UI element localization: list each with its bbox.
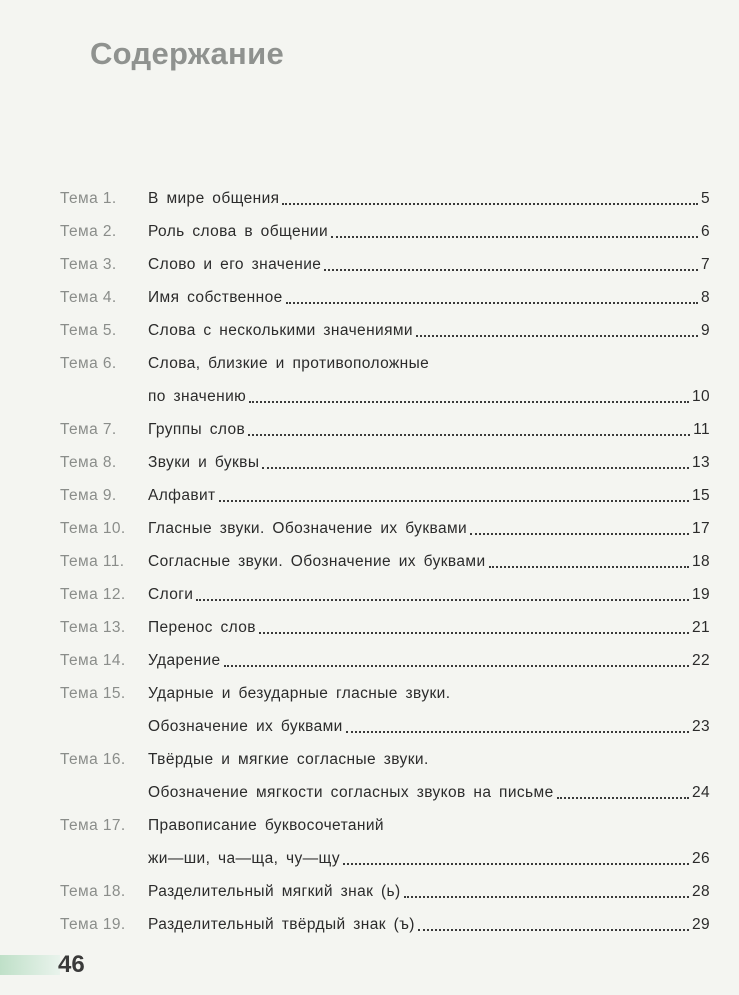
toc-line	[60, 248, 710, 281]
topic-number: 10.	[102, 520, 126, 537]
toc-line	[60, 743, 710, 776]
topic-title: Твёрдые и мягкие согласные звуки.	[148, 751, 429, 768]
toc-line	[60, 875, 710, 908]
toc-entry	[60, 875, 710, 908]
topic-word: Тема	[60, 586, 99, 603]
topic-title: Слово и его значение	[148, 256, 322, 273]
dot-leader	[219, 500, 689, 502]
dot-leader	[331, 236, 698, 238]
topic-word: Тема	[60, 817, 99, 834]
toc-entry	[60, 809, 710, 875]
page-ref: 10	[691, 388, 710, 405]
dot-leader	[346, 731, 689, 733]
toc-line	[60, 512, 710, 545]
topic-title: Роль слова в общении	[148, 223, 329, 240]
topic-title: Алфавит	[148, 487, 216, 504]
toc-entry	[60, 578, 710, 611]
topic-label	[60, 215, 148, 248]
page-ref: 21	[691, 619, 710, 636]
topic-label	[60, 908, 148, 941]
page-ref: 5	[700, 190, 710, 207]
topic-label	[60, 446, 148, 479]
dot-leader	[196, 599, 689, 601]
topic-word: Тема	[60, 256, 99, 273]
toc-line	[60, 710, 710, 743]
toc-entry	[60, 347, 710, 413]
toc-entry	[60, 677, 710, 743]
page-title: Содержание	[90, 36, 284, 71]
dot-leader	[259, 632, 689, 634]
topic-title: Разделительный твёрдый знак (ъ)	[148, 916, 415, 933]
toc-line	[60, 644, 710, 677]
dot-leader	[489, 566, 689, 568]
topic-title: Перенос слов	[148, 619, 256, 636]
topic-label	[60, 743, 148, 776]
topic-label	[60, 809, 148, 842]
topic-label	[60, 545, 148, 578]
topic-title: Обозначение мягкости согласных звуков на письме	[148, 784, 554, 801]
toc-line	[60, 776, 710, 809]
page-ref: 15	[691, 487, 710, 504]
toc-line	[60, 380, 710, 413]
topic-word: Тема	[60, 883, 99, 900]
topic-number: 6.	[102, 355, 117, 372]
toc-entry	[60, 743, 710, 809]
page-ref: 24	[691, 784, 710, 801]
page-ref: 22	[691, 652, 710, 669]
page-ref: 19	[691, 586, 710, 603]
toc-line	[60, 347, 710, 380]
toc-entry	[60, 611, 710, 644]
topic-title: Имя собственное	[148, 289, 283, 306]
dot-leader	[286, 302, 698, 304]
toc-entry	[60, 281, 710, 314]
topic-word: Тема	[60, 190, 99, 207]
toc-entry	[60, 446, 710, 479]
page-ref: 29	[691, 916, 710, 933]
footer-accent-bar	[0, 955, 60, 975]
page-ref: 13	[691, 454, 710, 471]
topic-word: Тема	[60, 685, 99, 702]
topic-title: Согласные звуки. Обозначение их буквами	[148, 553, 486, 570]
topic-number: 15.	[102, 685, 126, 702]
topic-number: 11.	[102, 553, 125, 570]
topic-number: 18.	[102, 883, 126, 900]
topic-title: В мире общения	[148, 190, 280, 207]
topic-number: 14.	[102, 652, 126, 669]
dot-leader	[418, 929, 689, 931]
topic-number: 17.	[102, 817, 126, 834]
topic-number: 9.	[102, 487, 117, 504]
topic-number: 1.	[102, 190, 117, 207]
dot-leader	[248, 434, 690, 436]
topic-title: Звуки и буквы	[148, 454, 260, 471]
topic-title: Группы слов	[148, 421, 246, 438]
toc-entry	[60, 644, 710, 677]
topic-number: 16.	[102, 751, 126, 768]
page-ref: 26	[691, 850, 710, 867]
topic-number: 4.	[102, 289, 117, 306]
toc-entry	[60, 182, 710, 215]
topic-word: Тема	[60, 487, 99, 504]
dot-leader	[224, 665, 689, 667]
toc-line	[60, 182, 710, 215]
topic-word: Тема	[60, 520, 99, 537]
topic-number: 12.	[102, 586, 126, 603]
topic-title: Слова с несколькими значениями	[148, 322, 413, 339]
topic-title: Ударение	[148, 652, 221, 669]
dot-leader	[416, 335, 698, 337]
topic-title: жи—ши, ча—ща, чу—щу	[148, 850, 341, 867]
topic-label	[60, 578, 148, 611]
page-ref: 11	[693, 421, 710, 438]
toc-line	[60, 215, 710, 248]
topic-title: Правописание буквосочетаний	[148, 817, 384, 834]
toc-entry	[60, 314, 710, 347]
toc-line	[60, 446, 710, 479]
table-of-contents	[60, 182, 710, 941]
toc-line	[60, 281, 710, 314]
topic-word: Тема	[60, 916, 99, 933]
toc-line	[60, 611, 710, 644]
page-ref: 9	[700, 322, 710, 339]
dot-leader	[324, 269, 698, 271]
toc-line	[60, 809, 710, 842]
dot-leader	[282, 203, 698, 205]
topic-title: Ударные и безударные гласные звуки.	[148, 685, 451, 702]
topic-title: Гласные звуки. Обозначение их буквами	[148, 520, 468, 537]
topic-title: Разделительный мягкий знак (ь)	[148, 883, 401, 900]
topic-number: 3.	[102, 256, 117, 273]
topic-number: 8.	[102, 454, 117, 471]
toc-entry	[60, 908, 710, 941]
topic-label	[60, 512, 148, 545]
topic-number: 19.	[102, 916, 126, 933]
toc-line	[60, 545, 710, 578]
topic-title: Обозначение их буквами	[148, 718, 343, 735]
page-ref: 23	[691, 718, 710, 735]
topic-label	[60, 248, 148, 281]
topic-label	[60, 644, 148, 677]
toc-entry	[60, 248, 710, 281]
page-ref: 18	[691, 553, 710, 570]
toc-line	[60, 677, 710, 710]
topic-word: Тема	[60, 322, 99, 339]
toc-line	[60, 908, 710, 941]
page-number: 46	[58, 951, 85, 978]
topic-label	[60, 281, 148, 314]
topic-number: 2.	[102, 223, 117, 240]
topic-word: Тема	[60, 652, 99, 669]
dot-leader	[557, 797, 689, 799]
topic-title: Слоги	[148, 586, 194, 603]
topic-number: 13.	[102, 619, 126, 636]
topic-number: 7.	[102, 421, 117, 438]
toc-entry	[60, 215, 710, 248]
toc-entry	[60, 413, 710, 446]
dot-leader	[343, 863, 689, 865]
dot-leader	[470, 533, 689, 535]
toc-line	[60, 314, 710, 347]
topic-title: Слова, близкие и противоположные	[148, 355, 430, 372]
dot-leader	[262, 467, 689, 469]
topic-label	[60, 182, 148, 215]
page-ref: 17	[691, 520, 710, 537]
topic-word: Тема	[60, 751, 99, 768]
topic-word: Тема	[60, 355, 99, 372]
toc-line	[60, 479, 710, 512]
topic-word: Тема	[60, 454, 99, 471]
toc-entry	[60, 479, 710, 512]
topic-label	[60, 347, 148, 380]
topic-word: Тема	[60, 553, 99, 570]
dot-leader	[249, 401, 689, 403]
toc-line	[60, 842, 710, 875]
toc-entry	[60, 545, 710, 578]
topic-label	[60, 677, 148, 710]
page-ref: 7	[700, 256, 710, 273]
dot-leader	[404, 896, 689, 898]
topic-label	[60, 314, 148, 347]
topic-label	[60, 479, 148, 512]
topic-word: Тема	[60, 223, 99, 240]
topic-word: Тема	[60, 289, 99, 306]
page-ref: 8	[700, 289, 710, 306]
topic-number: 5.	[102, 322, 117, 339]
topic-label	[60, 611, 148, 644]
topic-word: Тема	[60, 421, 99, 438]
topic-label	[60, 413, 148, 446]
page-ref: 6	[700, 223, 710, 240]
page-ref: 28	[691, 883, 710, 900]
topic-title: по значению	[148, 388, 247, 405]
topic-label	[60, 875, 148, 908]
topic-word: Тема	[60, 619, 99, 636]
toc-entry	[60, 512, 710, 545]
toc-line	[60, 413, 710, 446]
toc-line	[60, 578, 710, 611]
